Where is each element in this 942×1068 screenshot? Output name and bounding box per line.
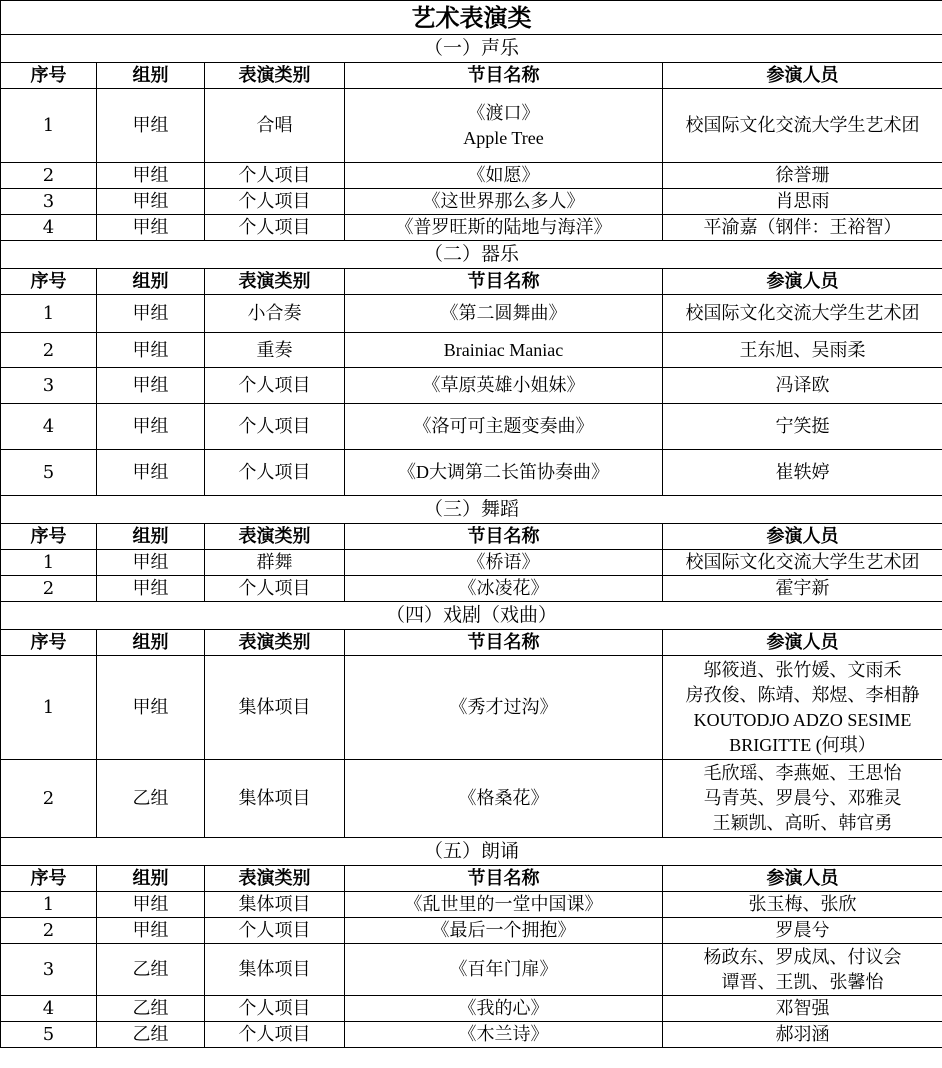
cell-program-line: 《格桑花》 xyxy=(458,788,549,809)
cell-type: 合唱 xyxy=(205,89,345,163)
cell-performers xyxy=(663,996,942,1022)
cell-group: 甲组 xyxy=(97,892,205,918)
section-heading-row xyxy=(1,602,942,630)
cell-performers-line: 谭晋、王凯、张馨怡 xyxy=(721,971,884,993)
cell-program-line: Brainiac Maniac xyxy=(443,339,564,360)
cell-program-line: 《桥语》 xyxy=(467,552,540,573)
header-group: 组别 xyxy=(97,524,205,550)
cell-group: 甲组 xyxy=(97,918,205,944)
column-header-row xyxy=(1,63,942,89)
cell-program-line: 《这世界那么多人》 xyxy=(422,191,585,212)
cell-no: 1 xyxy=(1,550,97,576)
cell-group: 乙组 xyxy=(97,944,205,996)
cell-performers xyxy=(663,550,942,576)
cell-type: 个人项目 xyxy=(205,189,345,215)
cell-performers-line: 张玉梅、张欣 xyxy=(748,894,857,915)
cell-group: 乙组 xyxy=(97,1022,205,1048)
section-heading: （三）舞蹈 xyxy=(1,496,942,524)
table-row xyxy=(1,918,942,944)
cell-performers xyxy=(663,656,942,760)
cell-group: 甲组 xyxy=(97,333,205,368)
cell-program-line: 《乱世里的一堂中国课》 xyxy=(404,894,603,915)
header-type: 表演类别 xyxy=(205,524,345,550)
cell-program xyxy=(345,892,663,918)
table-row xyxy=(1,760,942,838)
cell-program xyxy=(345,295,663,333)
header-program: 节目名称 xyxy=(345,866,663,892)
cell-performers xyxy=(663,189,942,215)
cell-group: 甲组 xyxy=(97,656,205,760)
cell-performers-line: 肖思雨 xyxy=(775,191,830,212)
header-group: 组别 xyxy=(97,269,205,295)
table-row xyxy=(1,1022,942,1048)
table-row xyxy=(1,576,942,602)
cell-group: 甲组 xyxy=(97,89,205,163)
cell-performers-line: 房孜俊、陈靖、郑煜、李相静 xyxy=(685,684,920,706)
cell-performers xyxy=(663,450,942,496)
cell-program-line: 《冰凌花》 xyxy=(458,578,549,599)
cell-no: 2 xyxy=(1,163,97,189)
cell-no: 5 xyxy=(1,450,97,496)
cell-program xyxy=(345,760,663,838)
cell-no: 3 xyxy=(1,189,97,215)
header-type: 表演类别 xyxy=(205,269,345,295)
section-heading: （一）声乐 xyxy=(1,35,942,63)
header-no: 序号 xyxy=(1,630,97,656)
header-no: 序号 xyxy=(1,524,97,550)
cell-program xyxy=(345,996,663,1022)
section-heading-row xyxy=(1,496,942,524)
section-heading-row xyxy=(1,241,942,269)
cell-type: 集体项目 xyxy=(205,944,345,996)
cell-group: 甲组 xyxy=(97,189,205,215)
cell-performers-line: 冯译欧 xyxy=(775,375,830,396)
cell-performers xyxy=(663,163,942,189)
cell-type: 群舞 xyxy=(205,550,345,576)
header-performers: 参演人员 xyxy=(663,630,942,656)
cell-no: 1 xyxy=(1,656,97,760)
header-program: 节目名称 xyxy=(345,269,663,295)
cell-performers xyxy=(663,404,942,450)
cell-type: 个人项目 xyxy=(205,163,345,189)
header-performers: 参演人员 xyxy=(663,63,942,89)
cell-program xyxy=(345,404,663,450)
cell-performers xyxy=(663,368,942,404)
section-heading: （四）戏剧（戏曲） xyxy=(1,602,942,630)
cell-program-line: 《最后一个拥抱》 xyxy=(431,920,576,941)
table-row xyxy=(1,892,942,918)
cell-program-line: Apple Tree xyxy=(463,127,544,148)
cell-no: 2 xyxy=(1,918,97,944)
cell-type: 集体项目 xyxy=(205,656,345,760)
cell-program-line: 《普罗旺斯的陆地与海洋》 xyxy=(395,217,612,238)
cell-performers xyxy=(663,918,942,944)
cell-performers-line: 校国际文化交流大学生艺术团 xyxy=(685,115,920,136)
cell-type: 个人项目 xyxy=(205,996,345,1022)
cell-performers xyxy=(663,944,942,996)
cell-type: 重奏 xyxy=(205,333,345,368)
cell-performers xyxy=(663,576,942,602)
cell-program xyxy=(345,1022,663,1048)
cell-program xyxy=(345,215,663,241)
cell-type: 个人项目 xyxy=(205,368,345,404)
cell-performers-line: 校国际文化交流大学生艺术团 xyxy=(685,552,920,573)
table-row xyxy=(1,368,942,404)
column-header-row xyxy=(1,269,942,295)
cell-program xyxy=(345,656,663,760)
cell-program xyxy=(345,944,663,996)
table-row xyxy=(1,944,942,996)
cell-performers-line: KOUTODJO ADZO SESIME xyxy=(693,709,912,730)
header-program: 节目名称 xyxy=(345,630,663,656)
cell-performers-line: 郝羽涵 xyxy=(775,1024,830,1045)
cell-type: 个人项目 xyxy=(205,576,345,602)
table-row xyxy=(1,550,942,576)
cell-performers-line: 马青英、罗晨兮、邓雅灵 xyxy=(703,788,902,809)
cell-no: 4 xyxy=(1,996,97,1022)
cell-performers-line: 杨政东、罗成凤、付议会 xyxy=(703,946,902,968)
cell-type: 个人项目 xyxy=(205,918,345,944)
cell-performers-line: BRIGITTE (何琪） xyxy=(729,734,876,755)
header-group: 组别 xyxy=(97,866,205,892)
header-group: 组别 xyxy=(97,630,205,656)
cell-type: 个人项目 xyxy=(205,215,345,241)
cell-performers-line: 邓智强 xyxy=(775,998,830,1019)
cell-program xyxy=(345,450,663,496)
header-type: 表演类别 xyxy=(205,63,345,89)
cell-group: 甲组 xyxy=(97,368,205,404)
cell-program xyxy=(345,189,663,215)
cell-program xyxy=(345,333,663,368)
table-row xyxy=(1,404,942,450)
cell-performers-line: 徐誉珊 xyxy=(775,165,830,186)
cell-no: 3 xyxy=(1,944,97,996)
header-program: 节目名称 xyxy=(345,63,663,89)
cell-type: 小合奏 xyxy=(205,295,345,333)
cell-type: 个人项目 xyxy=(205,1022,345,1048)
title-row xyxy=(1,1,942,35)
cell-group: 甲组 xyxy=(97,163,205,189)
cell-performers xyxy=(663,215,942,241)
cell-program-line: 《我的心》 xyxy=(458,998,549,1019)
page-title: 艺术表演类 xyxy=(1,1,942,35)
section-heading-row xyxy=(1,35,942,63)
cell-program-line: 《百年门扉》 xyxy=(449,959,558,980)
table-row xyxy=(1,656,942,760)
cell-performers-line: 邬筱逍、张竹媛、文雨禾 xyxy=(703,659,902,681)
cell-performers-line: 罗晨兮 xyxy=(775,920,830,941)
cell-group: 甲组 xyxy=(97,215,205,241)
cell-program-line: 《D大调第二长笛协奏曲》 xyxy=(398,462,609,482)
cell-performers-line: 王东旭、吴雨柔 xyxy=(739,339,866,361)
cell-no: 1 xyxy=(1,89,97,163)
cell-group: 甲组 xyxy=(97,295,205,333)
cell-group: 甲组 xyxy=(97,550,205,576)
cell-program xyxy=(345,576,663,602)
cell-group: 乙组 xyxy=(97,996,205,1022)
cell-performers xyxy=(663,1022,942,1048)
cell-type: 个人项目 xyxy=(205,404,345,450)
table-row xyxy=(1,333,942,368)
cell-performers xyxy=(663,333,942,368)
table-row xyxy=(1,163,942,189)
cell-no: 2 xyxy=(1,760,97,838)
header-type: 表演类别 xyxy=(205,630,345,656)
cell-program xyxy=(345,550,663,576)
header-program: 节目名称 xyxy=(345,524,663,550)
table-row xyxy=(1,89,942,163)
cell-no: 4 xyxy=(1,215,97,241)
table-row xyxy=(1,189,942,215)
cell-type: 集体项目 xyxy=(205,892,345,918)
column-header-row xyxy=(1,524,942,550)
cell-performers-line: 校国际文化交流大学生艺术团 xyxy=(685,303,920,324)
table-row xyxy=(1,450,942,496)
cell-performers-line: 宁笑挺 xyxy=(775,416,830,437)
cell-performers-line: 霍宇新 xyxy=(775,578,830,599)
section-heading: （二）器乐 xyxy=(1,241,942,269)
header-no: 序号 xyxy=(1,866,97,892)
header-performers: 参演人员 xyxy=(663,269,942,295)
header-no: 序号 xyxy=(1,63,97,89)
cell-program-line: 《秀才过沟》 xyxy=(449,697,558,718)
cell-group: 乙组 xyxy=(97,760,205,838)
cell-group: 甲组 xyxy=(97,404,205,450)
cell-no: 4 xyxy=(1,404,97,450)
cell-type: 集体项目 xyxy=(205,760,345,838)
header-type: 表演类别 xyxy=(205,866,345,892)
cell-program-line: 《第二圆舞曲》 xyxy=(440,303,567,324)
cell-no: 1 xyxy=(1,295,97,333)
cell-performers xyxy=(663,760,942,838)
cell-no: 2 xyxy=(1,333,97,368)
cell-program xyxy=(345,368,663,404)
header-no: 序号 xyxy=(1,269,97,295)
header-group: 组别 xyxy=(97,63,205,89)
cell-performers xyxy=(663,892,942,918)
cell-program-line: 《如愿》 xyxy=(467,165,540,186)
table-row xyxy=(1,295,942,333)
header-performers: 参演人员 xyxy=(663,524,942,550)
cell-program-line: 《草原英雄小姐妹》 xyxy=(422,375,585,396)
cell-group: 甲组 xyxy=(97,576,205,602)
table-row xyxy=(1,215,942,241)
cell-no: 5 xyxy=(1,1022,97,1048)
cell-performers-line: 毛欣瑶、李燕姬、王思怡 xyxy=(703,763,902,784)
cell-performers xyxy=(663,89,942,163)
cell-no: 3 xyxy=(1,368,97,404)
cell-program-line: 《洛可可主题变奏曲》 xyxy=(413,416,594,437)
cell-program-line: 《渡口》 xyxy=(467,102,540,124)
cell-type: 个人项目 xyxy=(205,450,345,496)
cell-program xyxy=(345,163,663,189)
cell-performers-line: 平渝嘉（钢伴：王裕智） xyxy=(703,217,902,238)
table-row xyxy=(1,996,942,1022)
cell-program-line: 《木兰诗》 xyxy=(458,1024,549,1045)
section-heading: （五）朗诵 xyxy=(1,838,942,866)
column-header-row xyxy=(1,866,942,892)
cell-performers xyxy=(663,295,942,333)
cell-no: 2 xyxy=(1,576,97,602)
cell-performers-line: 崔轶婷 xyxy=(775,462,830,483)
cell-no: 1 xyxy=(1,892,97,918)
column-header-row xyxy=(1,630,942,656)
cell-group: 甲组 xyxy=(97,450,205,496)
section-heading-row xyxy=(1,838,942,866)
cell-program xyxy=(345,89,663,163)
cell-performers-line: 王颖凯、高昕、韩官勇 xyxy=(712,813,893,834)
cell-program xyxy=(345,918,663,944)
header-performers: 参演人员 xyxy=(663,866,942,892)
